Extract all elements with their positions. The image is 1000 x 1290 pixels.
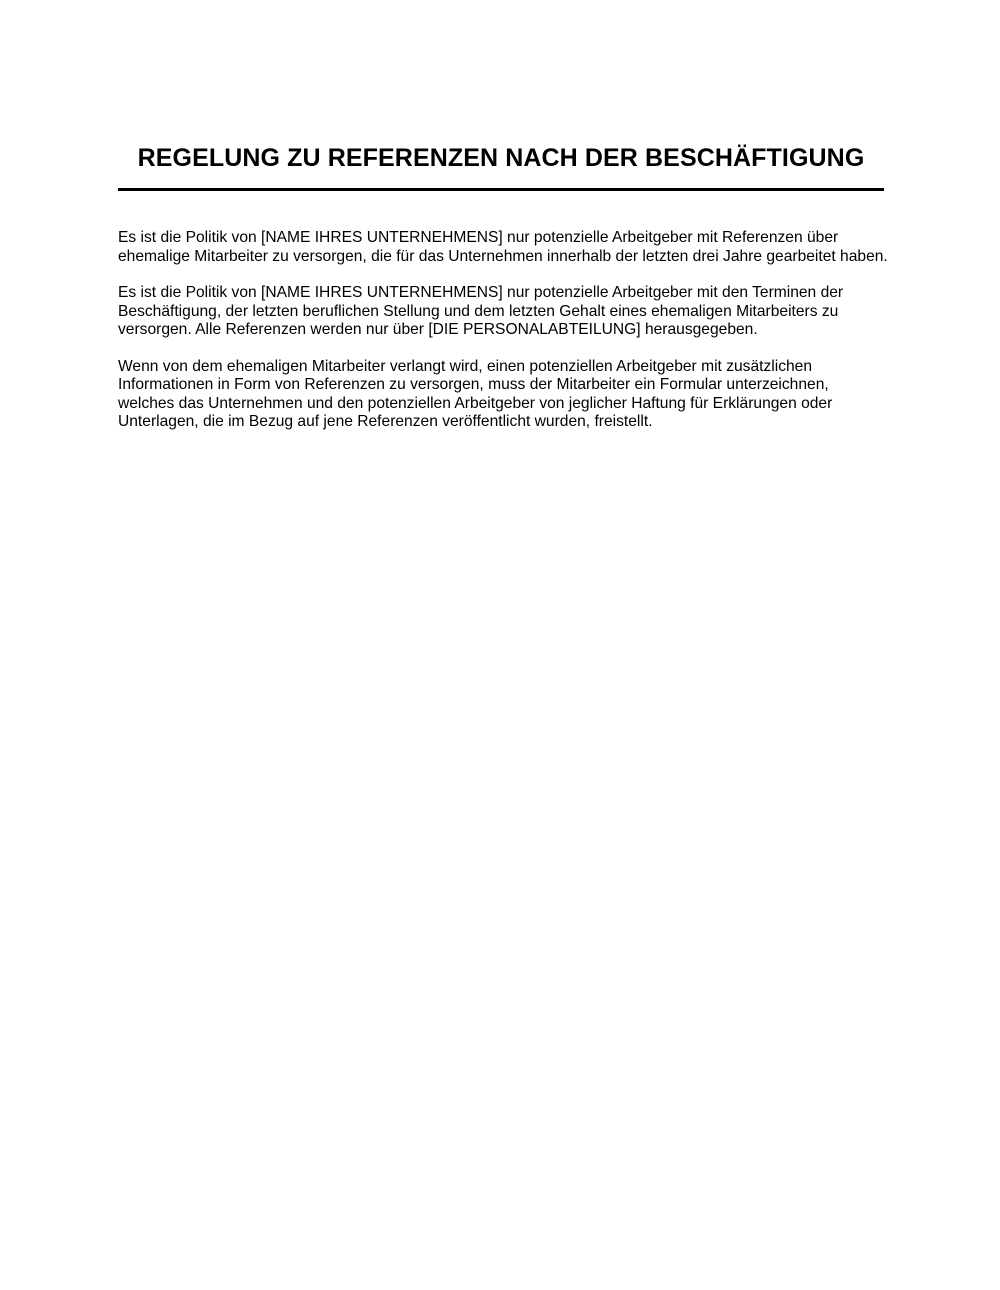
document-title: REGELUNG ZU REFERENZEN NACH DER BESCHÄFTIGUNG xyxy=(137,144,865,172)
paragraph-3: Wenn von dem ehemaligen Mitarbeiter verlangt wird, einen potenziellen Arbeitgeber mit zusätzlichen Informationen in Form von Referenzen zu versorgen, muss der Mitarbeiter ein Formular unterzeichnen, welches das Unternehmen und den potenziellen Arbeitgeber von jeglicher Haftung für Erklärungen oder Unterlagen, die im Bezug auf jene Referenzen veröffentlicht wurden, freistellt. xyxy=(118,357,833,430)
paragraph-2: Es ist die Politik von [NAME IHRES UNTERNEHMENS] nur potenzielle Arbeitgeber mit den Terminen der Beschäftigung, der letzten beruflichen Stellung und dem letzten Gehalt eines ehemaligen Mitarbeiters zu versorgen. Alle Referenzen werden nur über [DIE PERSONALABTEILUNG] herausgegeben. xyxy=(118,284,844,338)
title-divider xyxy=(118,188,884,191)
paragraph-1: Es ist die Politik von [NAME IHRES UNTERNEHMENS] nur potenzielle Arbeitgeber mit Referenzen über ehemalige Mitarbeiter zu versorgen, die für das Unternehmen innerhalb der letzten drei Jahre gearbeitet haben. xyxy=(118,229,888,265)
document-body xyxy=(118,229,888,450)
